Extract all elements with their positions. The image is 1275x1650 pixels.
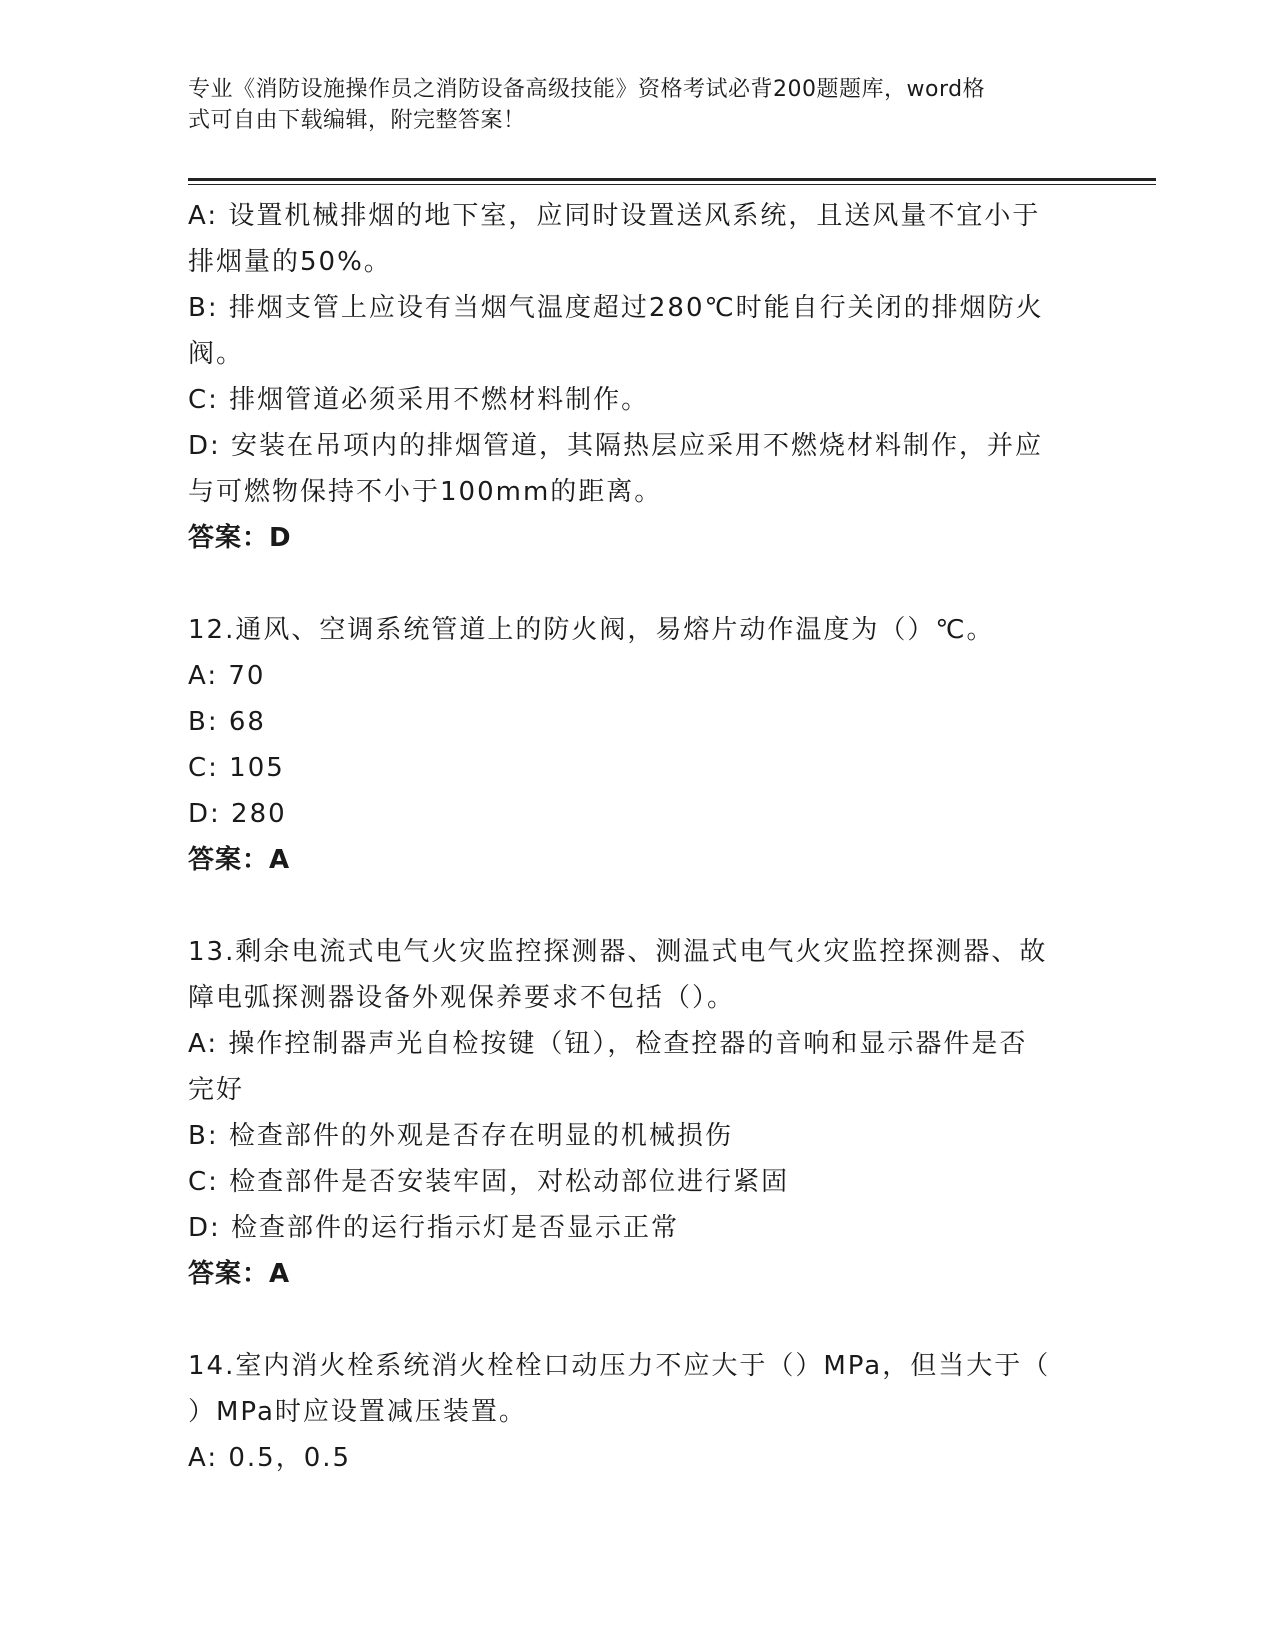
q11-option-b-line-2: 阀。 [188, 339, 245, 369]
q11-option-d-line-1: D: 安装在吊项内的排烟管道，其隔热层应采用不燃烧材料制作，并应 [188, 431, 1044, 461]
spacer [188, 561, 1088, 607]
spacer [188, 883, 1088, 929]
question-11 [188, 193, 1088, 561]
q14-question-line-2: ）MPa时应设置减压装置。 [188, 1397, 527, 1427]
header-line-2: 式可自由下载编辑，附完整答案！ [188, 108, 526, 133]
q13-option-b: B: 检查部件的外观是否存在明显的机械损伤 [188, 1121, 733, 1151]
q12-answer: 答案：A [188, 845, 291, 875]
q13-option-d: D: 检查部件的运行指示灯是否显示正常 [188, 1213, 680, 1243]
q13-question-line-2: 障电弧探测器设备外观保养要求不包括（）。 [188, 983, 736, 1013]
q13-answer: 答案：A [188, 1259, 291, 1289]
q11-option-c: C: 排烟管道必须采用不燃材料制作。 [188, 385, 650, 415]
question-content [188, 193, 1088, 1481]
q12-option-c: C: 105 [188, 753, 285, 783]
q12-option-b: B: 68 [188, 707, 266, 737]
header-divider-thin [188, 184, 1156, 185]
header-divider-thick [188, 178, 1156, 181]
document-header [188, 74, 1088, 136]
header-line-1: 专业《消防设施操作员之消防设备高级技能》资格考试必背200题题库，word格 [188, 77, 986, 102]
q14-question-line-1: 14.室内消火栓系统消火栓栓口动压力不应大于（）MPa，但当大于（ [188, 1351, 1051, 1381]
question-14 [188, 1343, 1088, 1481]
q13-option-a-line-1: A: 操作控制器声光自检按键（钮），检查控器的音响和显示器件是否 [188, 1029, 1028, 1059]
q11-option-d-line-2: 与可燃物保持不小于100mm的距离。 [188, 477, 663, 507]
question-13 [188, 929, 1088, 1297]
spacer [188, 1297, 1088, 1343]
q12-option-d: D: 280 [188, 799, 287, 829]
q12-question: 12.通风、空调系统管道上的防火阀，易熔片动作温度为（）℃。 [188, 615, 995, 645]
q13-option-a-line-2: 完好 [188, 1075, 245, 1105]
q13-question-line-1: 13.剩余电流式电气火灾监控探测器、测温式电气火灾监控探测器、故 [188, 937, 1048, 967]
q11-option-b-line-1: B: 排烟支管上应设有当烟气温度超过280℃时能自行关闭的排烟防火 [188, 293, 1044, 323]
q14-option-a: A: 0.5，0.5 [188, 1443, 352, 1473]
q12-option-a: A: 70 [188, 661, 266, 691]
q11-option-a-line-2: 排烟量的50%。 [188, 247, 392, 277]
q13-option-c: C: 检查部件是否安装牢固，对松动部位进行紧固 [188, 1167, 790, 1197]
q11-option-a-line-1: A: 设置机械排烟的地下室，应同时设置送风系统，且送风量不宜小于 [188, 201, 1041, 231]
q11-answer: 答案：D [188, 523, 292, 553]
question-12 [188, 607, 1088, 883]
